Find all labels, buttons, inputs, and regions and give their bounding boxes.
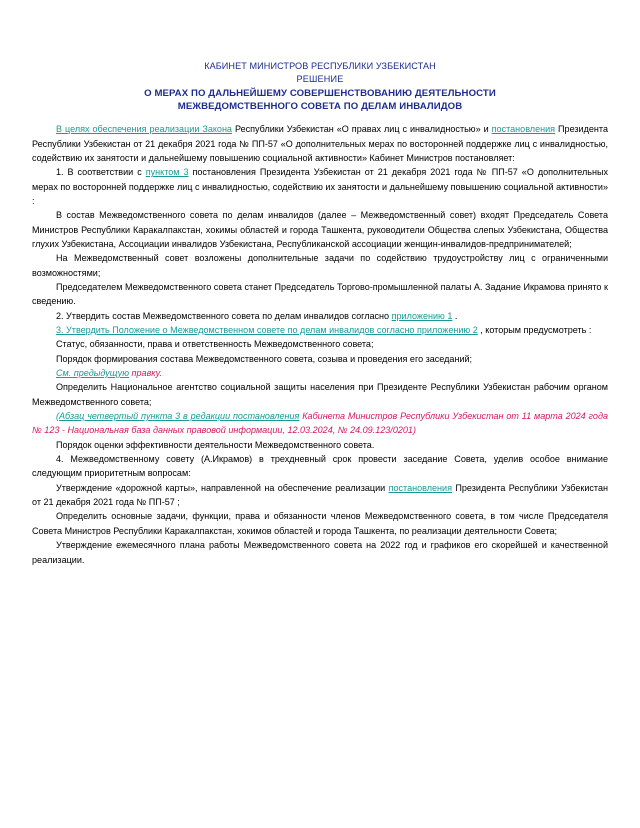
paragraph-formation-order: Порядок формирования состава Межведомственного совета, созыва и проведения его заседаний; — [56, 353, 473, 364]
paragraph-item-1 — [32, 165, 608, 208]
roadmap-text-1: Утверждение «дорожной карты», направленной на обеспечение реализации — [56, 482, 389, 493]
document-title-line-1: О МЕРАХ ПО ДАЛЬНЕЙШЕМУ СОВЕРШЕНСТВОВАНИЮ ДЕЯТЕЛЬНОСТИ — [144, 87, 496, 99]
previous-edit-text: правку. — [129, 368, 162, 379]
paragraph-monthly-plan: Утверждение ежемесячного плана работы Межведомственного совета на 2022 год и графиков его скорейшей и качественной реализации. — [32, 540, 608, 565]
link-decree-reference[interactable]: постановления — [491, 124, 556, 135]
link-previous-edit[interactable]: См. предыдущую — [56, 368, 130, 379]
paragraph-council-composition: В состав Межведомственного совета по делам инвалидов (далее – Межведомственный совет) входят Председатель Совета Министров Республики Каракалпакстан, хокимы областей и города Ташкента, руководители Общества слепых Узбекистана, Общества глухих Узбекистана, Ассоциации инвалидов Узбекистана, Республиканской ассоциации женщин-инвалидов-предпринимателей; — [32, 210, 608, 249]
link-appendix-2-regulation[interactable]: 3. Утвердить Положение о Межведомственном совете по делам инвалидов согласно приложению 2 — [56, 325, 478, 335]
paragraph-preamble — [32, 122, 608, 165]
roadmap-text-2: Президента Республики Узбекистан от 21 декабря 2021 года № ПП-57 ; — [32, 482, 608, 508]
paragraph-council-tasks: На Межведомственный совет возложены дополнительные задачи по содействию трудоустройству лиц с ограниченными возможностями; — [32, 253, 608, 278]
link-clause-3[interactable]: пунктом 3 — [145, 167, 189, 178]
paragraph-member-duties: Определить основные задачи, функции, права и обязанности членов Межведомственного совета, в том числе Председателя Совета Министров Республики Каракалпакстан, хокимов областей и города Ташкента, по реализации деятельности Совета; — [32, 511, 608, 536]
issuing-authority: КАБИНЕТ МИНИСТРОВ РЕСПУБЛИКИ УЗБЕКИСТАН — [204, 61, 436, 71]
item-2-text-1: 2. Утвердить состав Межведомственного совета по делам инвалидов согласно — [56, 310, 392, 321]
document-body — [32, 122, 608, 567]
amendment-note-text: Кабинета Министров Республики Узбекистан от 11 марта 2024 года № 123 - Национальная база данных правовой информации, 12.03.2024, № 24.09.123/0201) — [32, 411, 608, 436]
preamble-text-2: Президента Республики Узбекистан от 21 декабря 2021 года № ПП-57 «О дополнительных мерах по восторонней поддержке лиц с инвалидностью, содействию их занятости и дальнейшему повышению социальной активности» Кабинет Министров постановляет: — [32, 124, 608, 163]
document-kind: РЕШЕНИЕ — [296, 74, 344, 85]
paragraph-item-4: 4. Межведомственному совету (А.Икрамов) в трехдневный срок провести заседание Совета, уделив особое внимание следующим приоритетным вопросам: — [32, 454, 608, 479]
paragraph-previous-edit-note — [32, 366, 608, 380]
paragraph-working-body: Определить Национальное агентство социальной защиты населения при Президенте Республики Узбекистан рабочим органом Межведомственного совета; — [32, 382, 608, 407]
paragraph-amendment-note — [32, 409, 608, 438]
item-3-text-1: , которым предусмотреть : — [477, 325, 592, 335]
item-1-text-2: постановления Президента Узбекистан от 21 декабря 2021 года № ПП-57 «О дополнительных мерах по восторонней поддержке лиц с инвалидностью, содействию их занятости и дальнейшему повышению социальной активности» : — [32, 167, 608, 206]
link-law-reference[interactable]: В целях обеспечения реализации Закона — [56, 124, 232, 135]
paragraph-item-2 — [32, 309, 608, 323]
preamble-text-1: Республики Узбекистан «О правах лиц с инвалидностью» и — [231, 124, 492, 135]
document-header — [32, 60, 608, 113]
paragraph-status-rights: Статус, обязанности, права и ответственность Межведомственного совета; — [56, 339, 374, 350]
link-decree-pp57[interactable]: постановления — [388, 482, 452, 493]
link-amendment-decree[interactable]: (Абзац четвертый пункта 3 в редакции постановления — [56, 411, 300, 422]
document-title-line-2: МЕЖВЕДОМСТВЕННОГО СОВЕТА ПО ДЕЛАМ ИНВАЛИДОВ — [177, 100, 463, 112]
paragraph-council-chairman: Председателем Межведомственного совета станет Председатель Торгово-промышленной палаты А. Задание Икрамова принято к сведению. — [32, 281, 608, 307]
item-1-text-1: 1. В соответствии с — [56, 167, 146, 178]
paragraph-item-3 — [32, 323, 608, 337]
paragraph-roadmap — [32, 481, 608, 510]
item-2-text-2: . — [452, 310, 458, 321]
paragraph-efficiency-assessment: Порядок оценки эффективности деятельности Межведомственного совета. — [56, 439, 375, 450]
link-appendix-1[interactable]: приложению 1 — [391, 310, 453, 321]
